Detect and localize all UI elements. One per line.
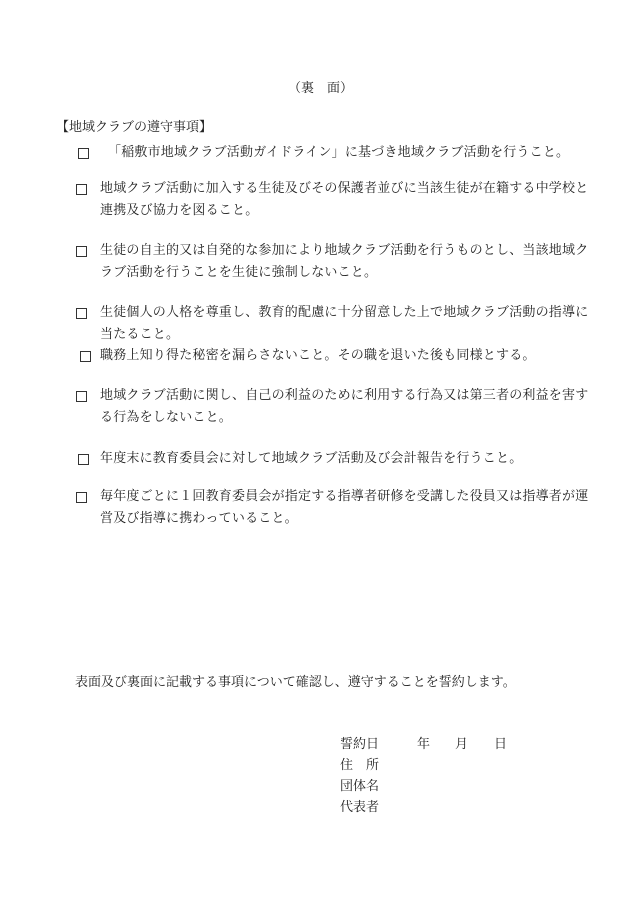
address-label: 住 所 [340, 758, 380, 773]
checkbox[interactable] [76, 391, 87, 402]
checklist-item-line: 地域クラブ活動に関し、自己の利益のために利用する行為又は第三者の利益を害す [100, 388, 589, 403]
checklist-item-text [100, 448, 522, 470]
checkbox[interactable] [78, 148, 89, 159]
checklist-item-line: 生徒の自主的又は自発的な参加により地域クラブ活動を行うものとし、当該地域ク [100, 243, 589, 258]
checklist-item-line: ラブ活動を行うことを生徒に強制しないこと。 [100, 265, 378, 280]
representative-label: 代表者 [340, 800, 380, 815]
month-label: 月 [455, 737, 469, 752]
checklist-item-line: 毎年度ごとに１回教育委員会が指定する指導者研修を受講した役員又は指導者が運 [100, 489, 589, 504]
checklist-item-line: 「稲敷市地域クラブ活動ガイドライン」に基づき地域クラブ活動を行うこと。 [108, 145, 570, 160]
checklist-item-line: 職務上知り得た秘密を漏らさないこと。その職を退いた後も同様とする。 [100, 348, 536, 363]
date-label: 誓約日 [340, 737, 380, 752]
checkbox[interactable] [80, 351, 91, 362]
checklist-item-text [100, 240, 588, 284]
checklist-item-line: 地域クラブ活動に加入する生徒及びその保護者並びに当該生徒が在籍する中学校と [100, 181, 589, 196]
checklist-item-text [100, 385, 588, 429]
checklist-item-line: る行為をしないこと。 [100, 410, 233, 425]
section-heading: 【地域クラブの遵守事項】 [56, 120, 213, 135]
checklist-item-line: 営及び指導に携わっていること。 [100, 511, 298, 526]
checkbox[interactable] [76, 246, 87, 257]
checklist-item-text [100, 178, 588, 222]
checklist-item-line: 連携及び協力を図ること。 [100, 203, 259, 218]
checklist-item-text [108, 142, 569, 164]
checkbox[interactable] [78, 454, 89, 465]
checklist-item-text [100, 486, 588, 530]
group-name-label: 団体名 [340, 779, 380, 794]
year-label: 年 [417, 737, 431, 752]
checklist-item-line: 生徒個人の人格を尊重し、教育的配慮に十分留意した上で地域クラブ活動の指導に [100, 305, 589, 320]
checkbox[interactable] [76, 184, 87, 195]
checkbox[interactable] [76, 308, 87, 319]
page-title: （裏 面） [288, 81, 354, 96]
checkbox[interactable] [76, 492, 87, 503]
checklist-item-text [100, 345, 536, 367]
pledge-text: 表面及び裏面に記載する事項について確認し、遵守することを誓約します。 [75, 675, 516, 690]
checklist-item-line: 当たること。 [100, 327, 180, 342]
day-label: 日 [494, 737, 508, 752]
checklist-item-text [100, 302, 588, 346]
checklist-item-line: 年度末に教育委員会に対して地域クラブ活動及び会計報告を行うこと。 [100, 451, 523, 466]
